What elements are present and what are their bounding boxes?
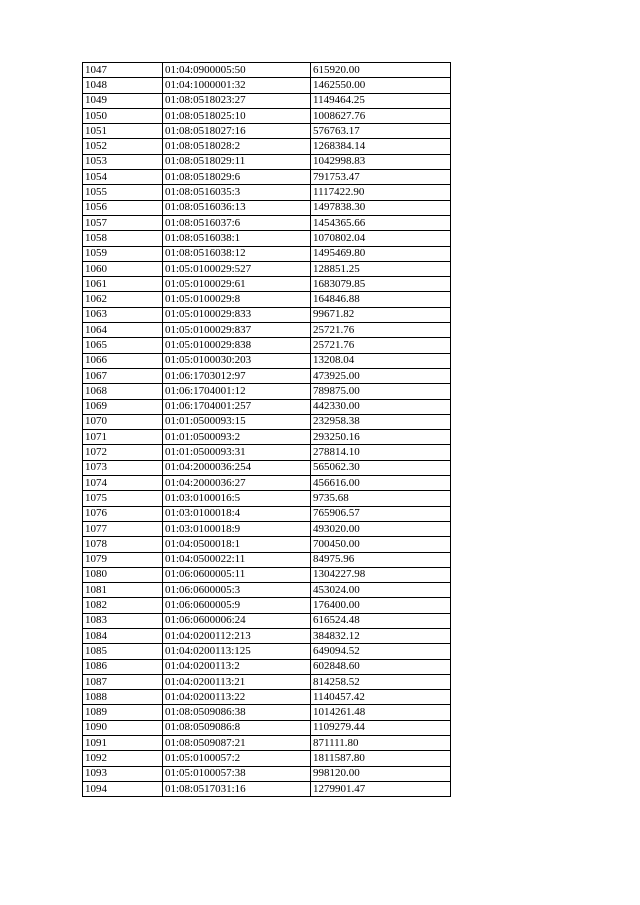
amount-cell: 1042998.83: [311, 154, 451, 169]
table-row: [83, 736, 451, 751]
table-row: [83, 63, 451, 78]
amount-cell: 1279901.47: [311, 781, 451, 796]
cadastral-code-cell: 01:06:0600005:9: [163, 598, 311, 613]
row-number-cell: 1048: [83, 78, 163, 93]
cadastral-code-cell: 01:04:0200113:2: [163, 659, 311, 674]
table-row: [83, 277, 451, 292]
row-number-cell: 1062: [83, 292, 163, 307]
row-number-cell: 1052: [83, 139, 163, 154]
row-number-cell: 1056: [83, 200, 163, 215]
amount-cell: 384832.12: [311, 628, 451, 643]
table-row: [83, 368, 451, 383]
table-row: [83, 108, 451, 123]
cadastral-code-cell: 01:05:0100029:837: [163, 323, 311, 338]
row-number-cell: 1068: [83, 384, 163, 399]
cadastral-code-cell: 01:03:0100018:9: [163, 521, 311, 536]
row-number-cell: 1063: [83, 307, 163, 322]
table-row: [83, 781, 451, 796]
table-row: [83, 460, 451, 475]
amount-cell: 1304227.98: [311, 567, 451, 582]
table-row: [83, 430, 451, 445]
amount-cell: 1495469.80: [311, 246, 451, 261]
table-row: [83, 476, 451, 491]
table-row: [83, 93, 451, 108]
amount-cell: 602848.60: [311, 659, 451, 674]
cadastral-code-cell: 01:04:0900005:50: [163, 63, 311, 78]
row-number-cell: 1094: [83, 781, 163, 796]
table-row: [83, 292, 451, 307]
cadastral-code-cell: 01:05:0100029:838: [163, 338, 311, 353]
cadastral-code-cell: 01:08:0518028:2: [163, 139, 311, 154]
row-number-cell: 1079: [83, 552, 163, 567]
amount-cell: 765906.57: [311, 506, 451, 521]
amount-cell: 871111.80: [311, 736, 451, 751]
cadastral-code-cell: 01:08:0517031:16: [163, 781, 311, 796]
amount-cell: 1268384.14: [311, 139, 451, 154]
table-row: [83, 231, 451, 246]
amount-cell: 1683079.85: [311, 277, 451, 292]
amount-cell: 615920.00: [311, 63, 451, 78]
records-table: [82, 62, 451, 797]
cadastral-code-cell: 01:04:0500022:11: [163, 552, 311, 567]
cadastral-code-cell: 01:04:0200112:213: [163, 628, 311, 643]
row-number-cell: 1050: [83, 108, 163, 123]
cadastral-code-cell: 01:04:0500018:1: [163, 537, 311, 552]
cadastral-code-cell: 01:05:0100029:527: [163, 261, 311, 276]
amount-cell: 9735.68: [311, 491, 451, 506]
amount-cell: 164846.88: [311, 292, 451, 307]
amount-cell: 493020.00: [311, 521, 451, 536]
table-row: [83, 613, 451, 628]
cadastral-code-cell: 01:08:0509086:38: [163, 705, 311, 720]
amount-cell: 565062.30: [311, 460, 451, 475]
table-row: [83, 307, 451, 322]
row-number-cell: 1071: [83, 430, 163, 445]
amount-cell: 293250.16: [311, 430, 451, 445]
cadastral-code-cell: 01:04:0200113:22: [163, 690, 311, 705]
amount-cell: 456616.00: [311, 476, 451, 491]
amount-cell: 176400.00: [311, 598, 451, 613]
row-number-cell: 1069: [83, 399, 163, 414]
table-row: [83, 124, 451, 139]
row-number-cell: 1047: [83, 63, 163, 78]
cadastral-code-cell: 01:04:0200113:125: [163, 644, 311, 659]
amount-cell: 1109279.44: [311, 720, 451, 735]
amount-cell: 998120.00: [311, 766, 451, 781]
cadastral-code-cell: 01:05:0100029:8: [163, 292, 311, 307]
cadastral-code-cell: 01:08:0516038:1: [163, 231, 311, 246]
cadastral-code-cell: 01:01:0500093:31: [163, 445, 311, 460]
cadastral-code-cell: 01:08:0518029:11: [163, 154, 311, 169]
cadastral-code-cell: 01:03:0100016:5: [163, 491, 311, 506]
amount-cell: 1454365.66: [311, 215, 451, 230]
cadastral-code-cell: 01:04:2000036:254: [163, 460, 311, 475]
amount-cell: 1811587.80: [311, 751, 451, 766]
row-number-cell: 1077: [83, 521, 163, 536]
row-number-cell: 1075: [83, 491, 163, 506]
table-row: [83, 674, 451, 689]
table-row: [83, 200, 451, 215]
table-row: [83, 598, 451, 613]
row-number-cell: 1055: [83, 185, 163, 200]
cadastral-code-cell: 01:06:0600006:24: [163, 613, 311, 628]
row-number-cell: 1078: [83, 537, 163, 552]
amount-cell: 649094.52: [311, 644, 451, 659]
amount-cell: 25721.76: [311, 323, 451, 338]
amount-cell: 1140457.42: [311, 690, 451, 705]
row-number-cell: 1093: [83, 766, 163, 781]
cadastral-code-cell: 01:08:0518025:10: [163, 108, 311, 123]
table-row: [83, 583, 451, 598]
row-number-cell: 1074: [83, 476, 163, 491]
row-number-cell: 1082: [83, 598, 163, 613]
table-row: [83, 751, 451, 766]
table-row: [83, 690, 451, 705]
amount-cell: 789875.00: [311, 384, 451, 399]
cadastral-code-cell: 01:04:0200113:21: [163, 674, 311, 689]
table-row: [83, 537, 451, 552]
cadastral-code-cell: 01:06:1703012:97: [163, 368, 311, 383]
table-row: [83, 567, 451, 582]
row-number-cell: 1059: [83, 246, 163, 261]
cadastral-code-cell: 01:06:1704001:257: [163, 399, 311, 414]
amount-cell: 1070802.04: [311, 231, 451, 246]
cadastral-code-cell: 01:08:0516038:12: [163, 246, 311, 261]
amount-cell: 99671.82: [311, 307, 451, 322]
row-number-cell: 1084: [83, 628, 163, 643]
amount-cell: 1497838.30: [311, 200, 451, 215]
amount-cell: 453024.00: [311, 583, 451, 598]
cadastral-code-cell: 01:03:0100018:4: [163, 506, 311, 521]
table-row: [83, 338, 451, 353]
cadastral-code-cell: 01:08:0518027:16: [163, 124, 311, 139]
cadastral-code-cell: 01:08:0516037:6: [163, 215, 311, 230]
table-row: [83, 720, 451, 735]
row-number-cell: 1072: [83, 445, 163, 460]
row-number-cell: 1060: [83, 261, 163, 276]
amount-cell: 700450.00: [311, 537, 451, 552]
cadastral-code-cell: 01:08:0516035:3: [163, 185, 311, 200]
table-row: [83, 154, 451, 169]
table-row: [83, 246, 451, 261]
row-number-cell: 1090: [83, 720, 163, 735]
cadastral-code-cell: 01:04:2000036:27: [163, 476, 311, 491]
table-row: [83, 323, 451, 338]
cadastral-code-cell: 01:06:1704001:12: [163, 384, 311, 399]
row-number-cell: 1054: [83, 170, 163, 185]
row-number-cell: 1065: [83, 338, 163, 353]
row-number-cell: 1061: [83, 277, 163, 292]
table-row: [83, 644, 451, 659]
row-number-cell: 1058: [83, 231, 163, 246]
amount-cell: 232958.38: [311, 414, 451, 429]
row-number-cell: 1091: [83, 736, 163, 751]
cadastral-code-cell: 01:05:0100029:833: [163, 307, 311, 322]
row-number-cell: 1083: [83, 613, 163, 628]
row-number-cell: 1051: [83, 124, 163, 139]
table-row: [83, 521, 451, 536]
cadastral-code-cell: 01:08:0516036:13: [163, 200, 311, 215]
row-number-cell: 1087: [83, 674, 163, 689]
table-row: [83, 506, 451, 521]
cadastral-code-cell: 01:06:0600005:11: [163, 567, 311, 582]
amount-cell: 84975.96: [311, 552, 451, 567]
row-number-cell: 1076: [83, 506, 163, 521]
cadastral-code-cell: 01:05:0100029:61: [163, 277, 311, 292]
row-number-cell: 1053: [83, 154, 163, 169]
table-row: [83, 659, 451, 674]
table-row: [83, 628, 451, 643]
table-row: [83, 766, 451, 781]
table-row: [83, 399, 451, 414]
cadastral-code-cell: 01:08:0518023:27: [163, 93, 311, 108]
table-row: [83, 139, 451, 154]
row-number-cell: 1066: [83, 353, 163, 368]
amount-cell: 25721.76: [311, 338, 451, 353]
cadastral-code-cell: 01:05:0100030:203: [163, 353, 311, 368]
amount-cell: 13208.04: [311, 353, 451, 368]
cadastral-code-cell: 01:01:0500093:2: [163, 430, 311, 445]
amount-cell: 278814.10: [311, 445, 451, 460]
table-row: [83, 705, 451, 720]
table-row: [83, 353, 451, 368]
amount-cell: 1149464.25: [311, 93, 451, 108]
row-number-cell: 1081: [83, 583, 163, 598]
row-number-cell: 1057: [83, 215, 163, 230]
amount-cell: 1117422.90: [311, 185, 451, 200]
table-row: [83, 78, 451, 93]
row-number-cell: 1089: [83, 705, 163, 720]
table-row: [83, 445, 451, 460]
row-number-cell: 1092: [83, 751, 163, 766]
cadastral-code-cell: 01:08:0518029:6: [163, 170, 311, 185]
table-row: [83, 552, 451, 567]
cadastral-code-cell: 01:05:0100057:2: [163, 751, 311, 766]
amount-cell: 473925.00: [311, 368, 451, 383]
amount-cell: 616524.48: [311, 613, 451, 628]
table-row: [83, 170, 451, 185]
cadastral-code-cell: 01:08:0509086:8: [163, 720, 311, 735]
cadastral-code-cell: 01:04:1000001:32: [163, 78, 311, 93]
table-row: [83, 215, 451, 230]
row-number-cell: 1085: [83, 644, 163, 659]
table-row: [83, 384, 451, 399]
table-row: [83, 414, 451, 429]
records-table-body: [83, 63, 451, 797]
amount-cell: 1014261.48: [311, 705, 451, 720]
cadastral-code-cell: 01:06:0600005:3: [163, 583, 311, 598]
amount-cell: 1462550.00: [311, 78, 451, 93]
row-number-cell: 1049: [83, 93, 163, 108]
row-number-cell: 1073: [83, 460, 163, 475]
row-number-cell: 1088: [83, 690, 163, 705]
amount-cell: 1008627.76: [311, 108, 451, 123]
amount-cell: 814258.52: [311, 674, 451, 689]
row-number-cell: 1086: [83, 659, 163, 674]
cadastral-code-cell: 01:05:0100057:38: [163, 766, 311, 781]
table-row: [83, 261, 451, 276]
table-row: [83, 491, 451, 506]
row-number-cell: 1064: [83, 323, 163, 338]
amount-cell: 442330.00: [311, 399, 451, 414]
table-row: [83, 185, 451, 200]
row-number-cell: 1067: [83, 368, 163, 383]
amount-cell: 791753.47: [311, 170, 451, 185]
amount-cell: 128851.25: [311, 261, 451, 276]
cadastral-code-cell: 01:08:0509087:21: [163, 736, 311, 751]
amount-cell: 576763.17: [311, 124, 451, 139]
row-number-cell: 1080: [83, 567, 163, 582]
cadastral-code-cell: 01:01:0500093:15: [163, 414, 311, 429]
row-number-cell: 1070: [83, 414, 163, 429]
